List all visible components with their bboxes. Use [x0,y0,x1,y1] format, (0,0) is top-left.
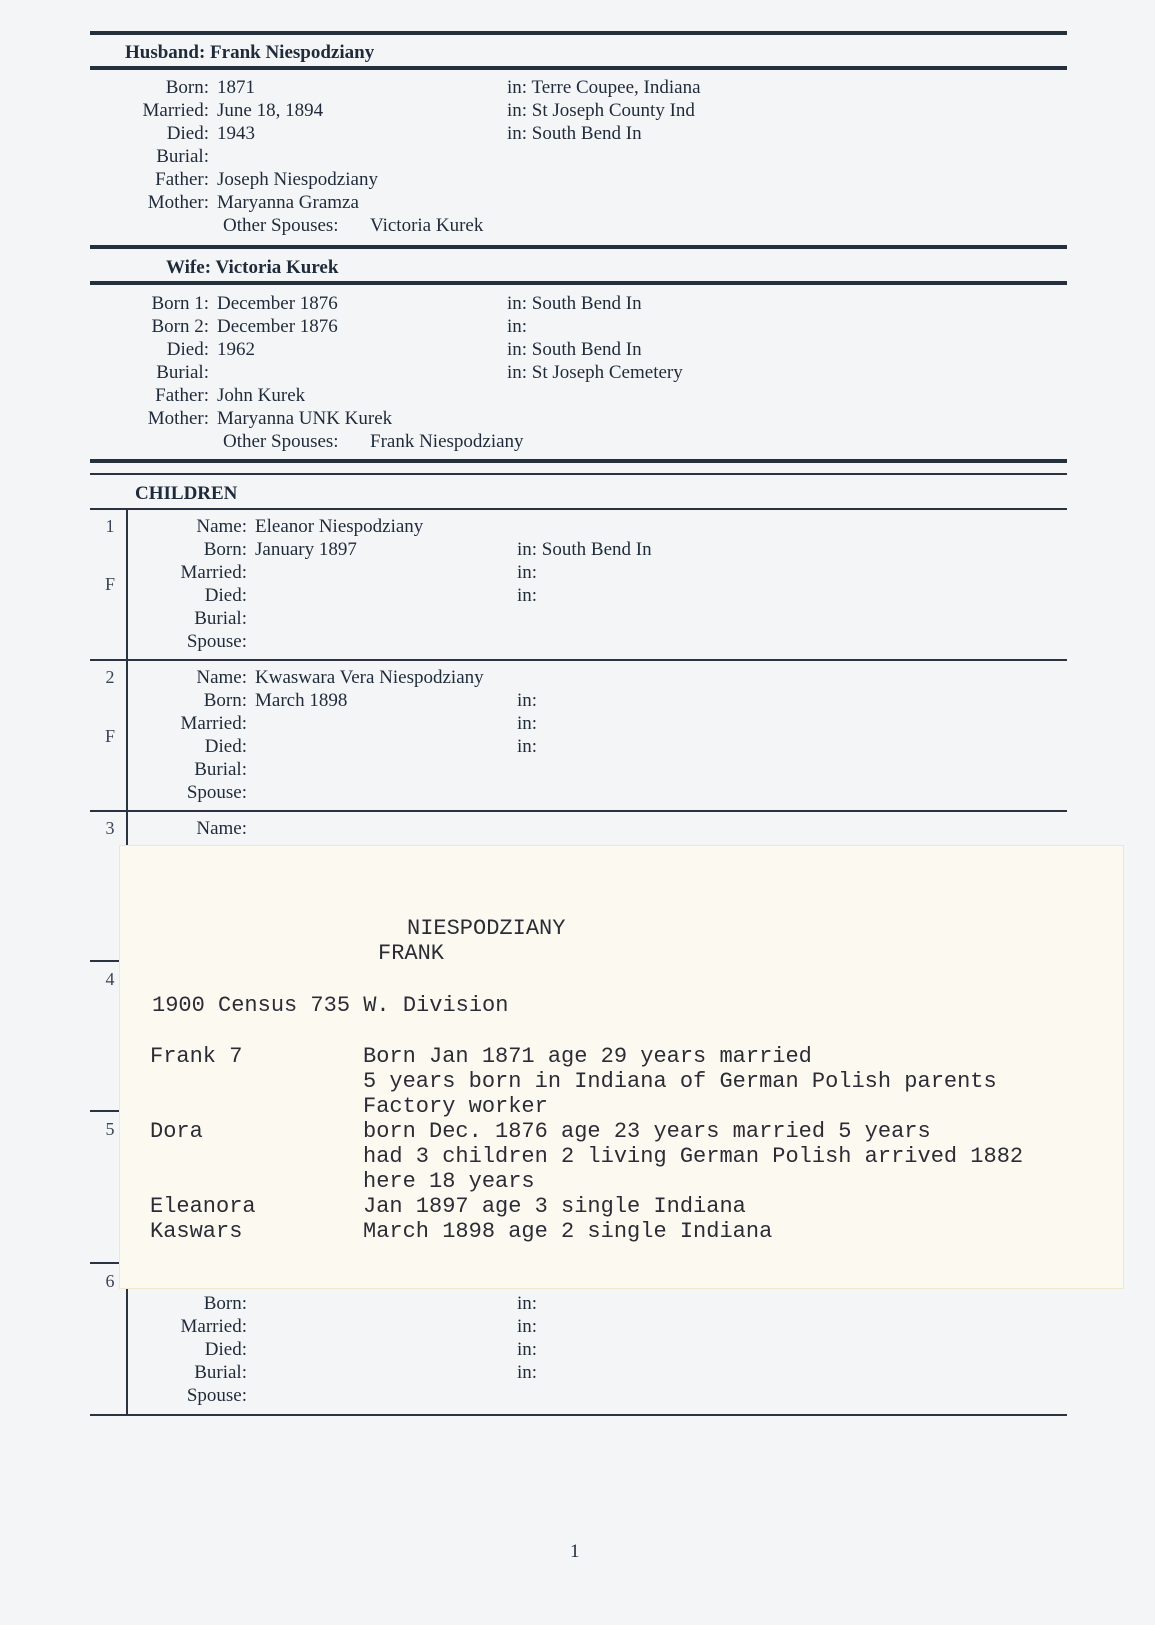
children-header: CHILDREN [135,483,238,504]
husband-rule [90,66,1067,70]
child-6-born-label: Born: [203,1293,247,1314]
wife-burial-place: in: St Joseph Cemetery [507,362,683,383]
wife-mother-label: Mother: [147,408,209,429]
bottom-rule [90,1414,1067,1416]
child-6-married-in: in: [517,1316,538,1337]
child-1-name: Eleanor Niespodziany [255,516,424,537]
child-2-married-label: Married: [180,713,247,734]
child-6-burial-label: Burial: [194,1362,247,1383]
husband-married-place: in: St Joseph County Ind [507,100,695,121]
child-1-spouse-label: Spouse: [186,631,247,652]
child-2-number: 2 [105,667,115,687]
child-2-died-in: in: [517,736,538,757]
child-6-born-in: in: [517,1293,538,1314]
page-number: 1 [570,1541,580,1562]
wife-top-rule [90,245,1067,249]
child-2-born-place: in: [517,690,538,711]
child-1-name-label: Name: [196,516,247,537]
husband-other-spouses-value: Victoria Kurek [370,215,484,236]
husband-born-value: 1871 [217,77,255,98]
child-2-name: Kwaswara Vera Niespodziany [255,667,484,688]
wife-born1-value: December 1876 [217,293,338,314]
child-3-number: 3 [105,818,115,838]
child-1-born: January 1897 [255,539,357,560]
husband-died-value: 1943 [217,123,255,144]
children-top-rule [90,459,1067,463]
wife-born2-place: in: [507,316,528,337]
child-2-spouse-label: Spouse: [186,782,247,803]
child-2-burial-label: Burial: [194,759,247,780]
children-header-rule [90,508,1067,510]
husband-married-label: Married: [142,100,209,121]
child-6-died-in: in: [517,1339,538,1360]
child-2-died-label: Died: [204,736,247,757]
child-4-number: 4 [105,969,115,989]
census-heading: 1900 Census 735 W. Division [152,993,509,1018]
child-6-died-label: Died: [204,1339,247,1360]
census-note-card [120,846,1123,1288]
census-entry-name: Kaswars [150,1219,243,1244]
wife-mother-value: Maryanna UNK Kurek [217,408,393,429]
child-1-number: 1 [105,516,115,536]
census-entry-line: Born Jan 1871 age 29 years married [363,1044,812,1069]
child-3-rule-stub [90,960,122,962]
census-entry-line: 5 years born in Indiana of German Polish parents [363,1069,997,1094]
wife-name: Victoria Kurek [215,257,339,278]
child-4-rule-stub [90,1110,122,1112]
husband-burial-label: Burial: [156,146,209,167]
census-entry-name: Dora [150,1119,203,1144]
wife-born1-place: in: South Bend In [507,293,642,314]
top-rule [90,31,1067,35]
child-5-number: 5 [105,1119,115,1139]
census-entry-name: Eleanora [150,1194,256,1219]
wife-father-label: Father: [155,385,209,406]
husband-header [125,41,374,64]
child-2-name-label: Name: [196,667,247,688]
wife-born2-label: Born 2: [151,316,209,337]
child-6-number: 6 [105,1271,115,1291]
child-1-burial-label: Burial: [194,608,247,629]
wife-other-spouses-label: Other Spouses: [223,431,339,452]
child-6-burial-in: in: [517,1362,538,1383]
wife-header-label: Wife: [166,257,212,278]
wife-father-value: John Kurek [217,385,306,406]
census-entry-name: Frank 7 [150,1044,243,1069]
child-2-block [47,666,947,806]
husband-father-label: Father: [155,169,209,190]
child-1-married-in: in: [517,562,538,583]
husband-married-value: June 18, 1894 [217,100,324,121]
wife-details [9,292,909,452]
wife-burial-label: Burial: [156,362,209,383]
census-surname: NIESPODZIANY [407,916,566,941]
census-entry-line: March 1898 age 2 single Indiana [363,1219,773,1244]
husband-name: Frank Niespodziany [210,42,375,63]
husband-mother-label: Mother: [147,192,209,213]
wife-died-place: in: South Bend In [507,339,642,360]
child-3-name-label: Name: [196,818,247,839]
wife-born2-value: December 1876 [217,316,338,337]
child-1-rule [90,659,1067,661]
child-1-born-label: Born: [203,539,247,560]
census-entry-line: here 18 years [363,1169,535,1194]
child-1-born-place: in: South Bend In [517,539,652,560]
husband-details [9,76,909,236]
husband-father-value: Joseph Niespodziany [217,169,378,190]
husband-other-spouses-label: Other Spouses: [223,215,339,236]
wife-died-value: 1962 [217,339,255,360]
child-6-spouse-label: Spouse: [186,1385,247,1406]
husband-header-label: Husband: [125,42,206,63]
child-6-block [47,1292,947,1412]
child-2-born-label: Born: [203,690,247,711]
child-1-sex: F [104,574,115,594]
husband-died-label: Died: [166,123,209,144]
child-1-died-label: Died: [204,585,247,606]
census-given-name: FRANK [378,941,445,966]
census-entry-line: born Dec. 1876 age 23 years married 5 years [363,1119,931,1144]
wife-other-spouses-value: Frank Niespodziany [370,431,524,452]
child-1-married-label: Married: [180,562,247,583]
wife-died-label: Died: [166,339,209,360]
husband-died-place: in: South Bend In [507,123,642,144]
husband-mother-value: Maryanna Gramza [217,192,359,213]
census-entry-line: Jan 1897 age 3 single Indiana [363,1194,746,1219]
wife-born1-label: Born 1: [151,293,209,314]
child-2-born: March 1898 [255,690,348,711]
husband-born-label: Born: [165,77,209,98]
census-entry-line: Factory worker [363,1094,548,1119]
child-2-rule [90,810,1067,812]
child-1-died-in: in: [517,585,538,606]
husband-born-place: in: Terre Coupee, Indiana [507,77,701,98]
child-2-sex: F [104,726,115,746]
census-entry-line: had 3 children 2 living German Polish arrived 1882 [363,1144,1024,1169]
wife-header [166,256,338,279]
children-second-rule [90,473,1067,475]
wife-rule [90,281,1067,285]
child-6-married-label: Married: [180,1316,247,1337]
child-1-block [47,515,947,655]
child-2-married-in: in: [517,713,538,734]
